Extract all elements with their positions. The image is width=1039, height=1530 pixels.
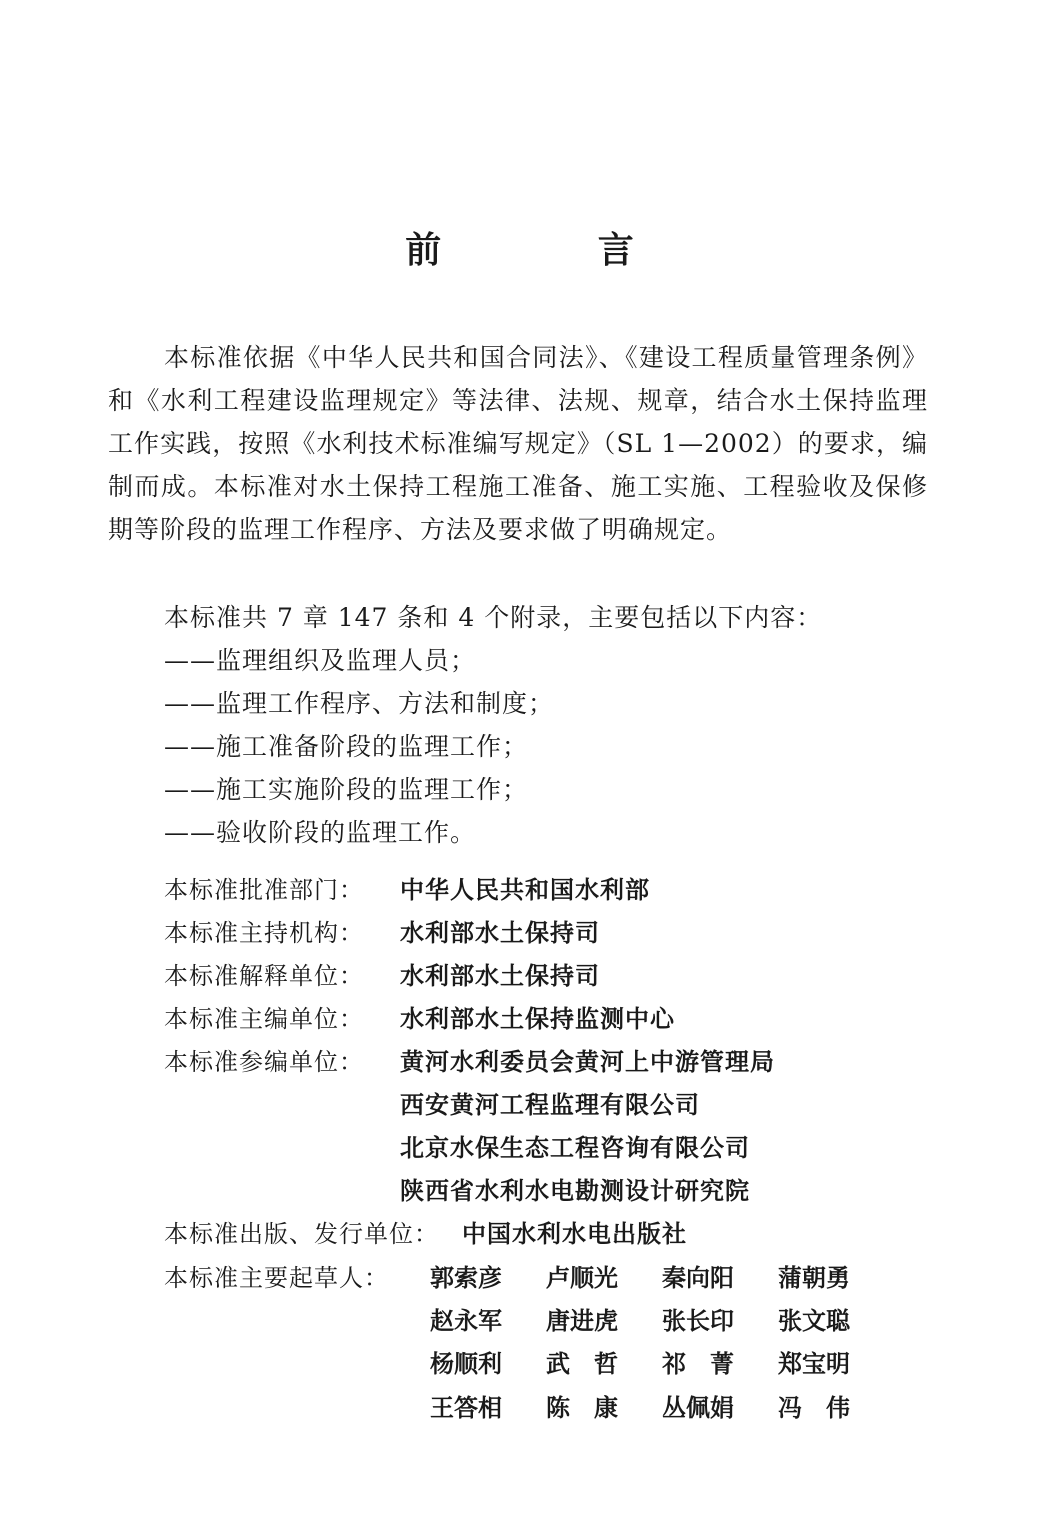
drafter-name: 王答相 — [430, 1394, 502, 1422]
drafter-name: 卢顺光 — [546, 1264, 618, 1292]
drafter-name: 杨顺利 — [430, 1350, 502, 1378]
participant-unit: 北京水保生态工程咨询有限公司 — [400, 1134, 750, 1162]
host-label: 本标准主持机构： — [164, 919, 364, 947]
content-item: ——施工实施阶段的监理工作； — [164, 775, 529, 804]
participant-unit: 西安黄河工程监理有限公司 — [400, 1091, 700, 1119]
summary-line: 本标准共 7 章 147 条和 4 个附录，主要包括以下内容： — [164, 603, 823, 632]
content-item: ——监理组织及监理人员； — [164, 646, 477, 675]
drafter-name: 武 哲 — [546, 1350, 618, 1378]
participant-unit: 陕西省水利水电勘测设计研究院 — [400, 1177, 750, 1205]
chief-value: 水利部水土保持监测中心 — [400, 1005, 675, 1033]
drafter-name: 陈 康 — [546, 1394, 618, 1422]
drafter-name: 郑宝明 — [778, 1350, 850, 1378]
participants-label: 本标准参编单位： — [164, 1048, 364, 1076]
approval-value: 中华人民共和国水利部 — [400, 876, 650, 904]
content-item: ——监理工作程序、方法和制度； — [164, 689, 555, 718]
page-title: 前 言 — [405, 230, 706, 271]
drafter-name: 张长印 — [662, 1307, 734, 1335]
drafter-name: 丛佩娟 — [662, 1394, 734, 1422]
interpret-label: 本标准解释单位： — [164, 962, 364, 990]
drafter-name: 蒲朝勇 — [778, 1264, 850, 1292]
participant-unit: 黄河水利委员会黄河上中游管理局 — [400, 1048, 775, 1076]
interpret-value: 水利部水土保持司 — [400, 962, 600, 990]
chief-label: 本标准主编单位： — [164, 1005, 364, 1033]
drafter-name: 冯 伟 — [778, 1394, 850, 1422]
drafter-name: 郭索彦 — [430, 1264, 502, 1292]
drafter-name: 张文聪 — [778, 1307, 850, 1335]
intro-paragraph: 本标准依据《中华人民共和国合同法》、《建设工程质量管理条例》和《水利工程建设监理规定》等法律、法规、规章，结合水土保持监理工作实践，按照《水利技术标准编写规定》（SL 1—2002）的要求，编制而成。本标准对水土保持工程施工准备、施工实施、工程验收及保修期等阶段的监理工作程序、方法及要求做了明确规定。 — [108, 343, 928, 544]
drafter-name: 赵永军 — [430, 1307, 502, 1335]
content-item: ——验收阶段的监理工作。 — [164, 818, 477, 847]
content-item: ——施工准备阶段的监理工作； — [164, 732, 529, 761]
drafters-label: 本标准主要起草人： — [164, 1264, 389, 1292]
drafter-name: 秦向阳 — [662, 1264, 734, 1292]
approval-label: 本标准批准部门： — [164, 876, 364, 904]
publisher-value: 中国水利水电出版社 — [462, 1220, 687, 1248]
host-value: 水利部水土保持司 — [400, 919, 600, 947]
publisher-label: 本标准出版、发行单位： — [164, 1220, 439, 1248]
drafter-name: 唐进虎 — [546, 1307, 618, 1335]
drafter-name: 祁 菁 — [662, 1350, 734, 1378]
